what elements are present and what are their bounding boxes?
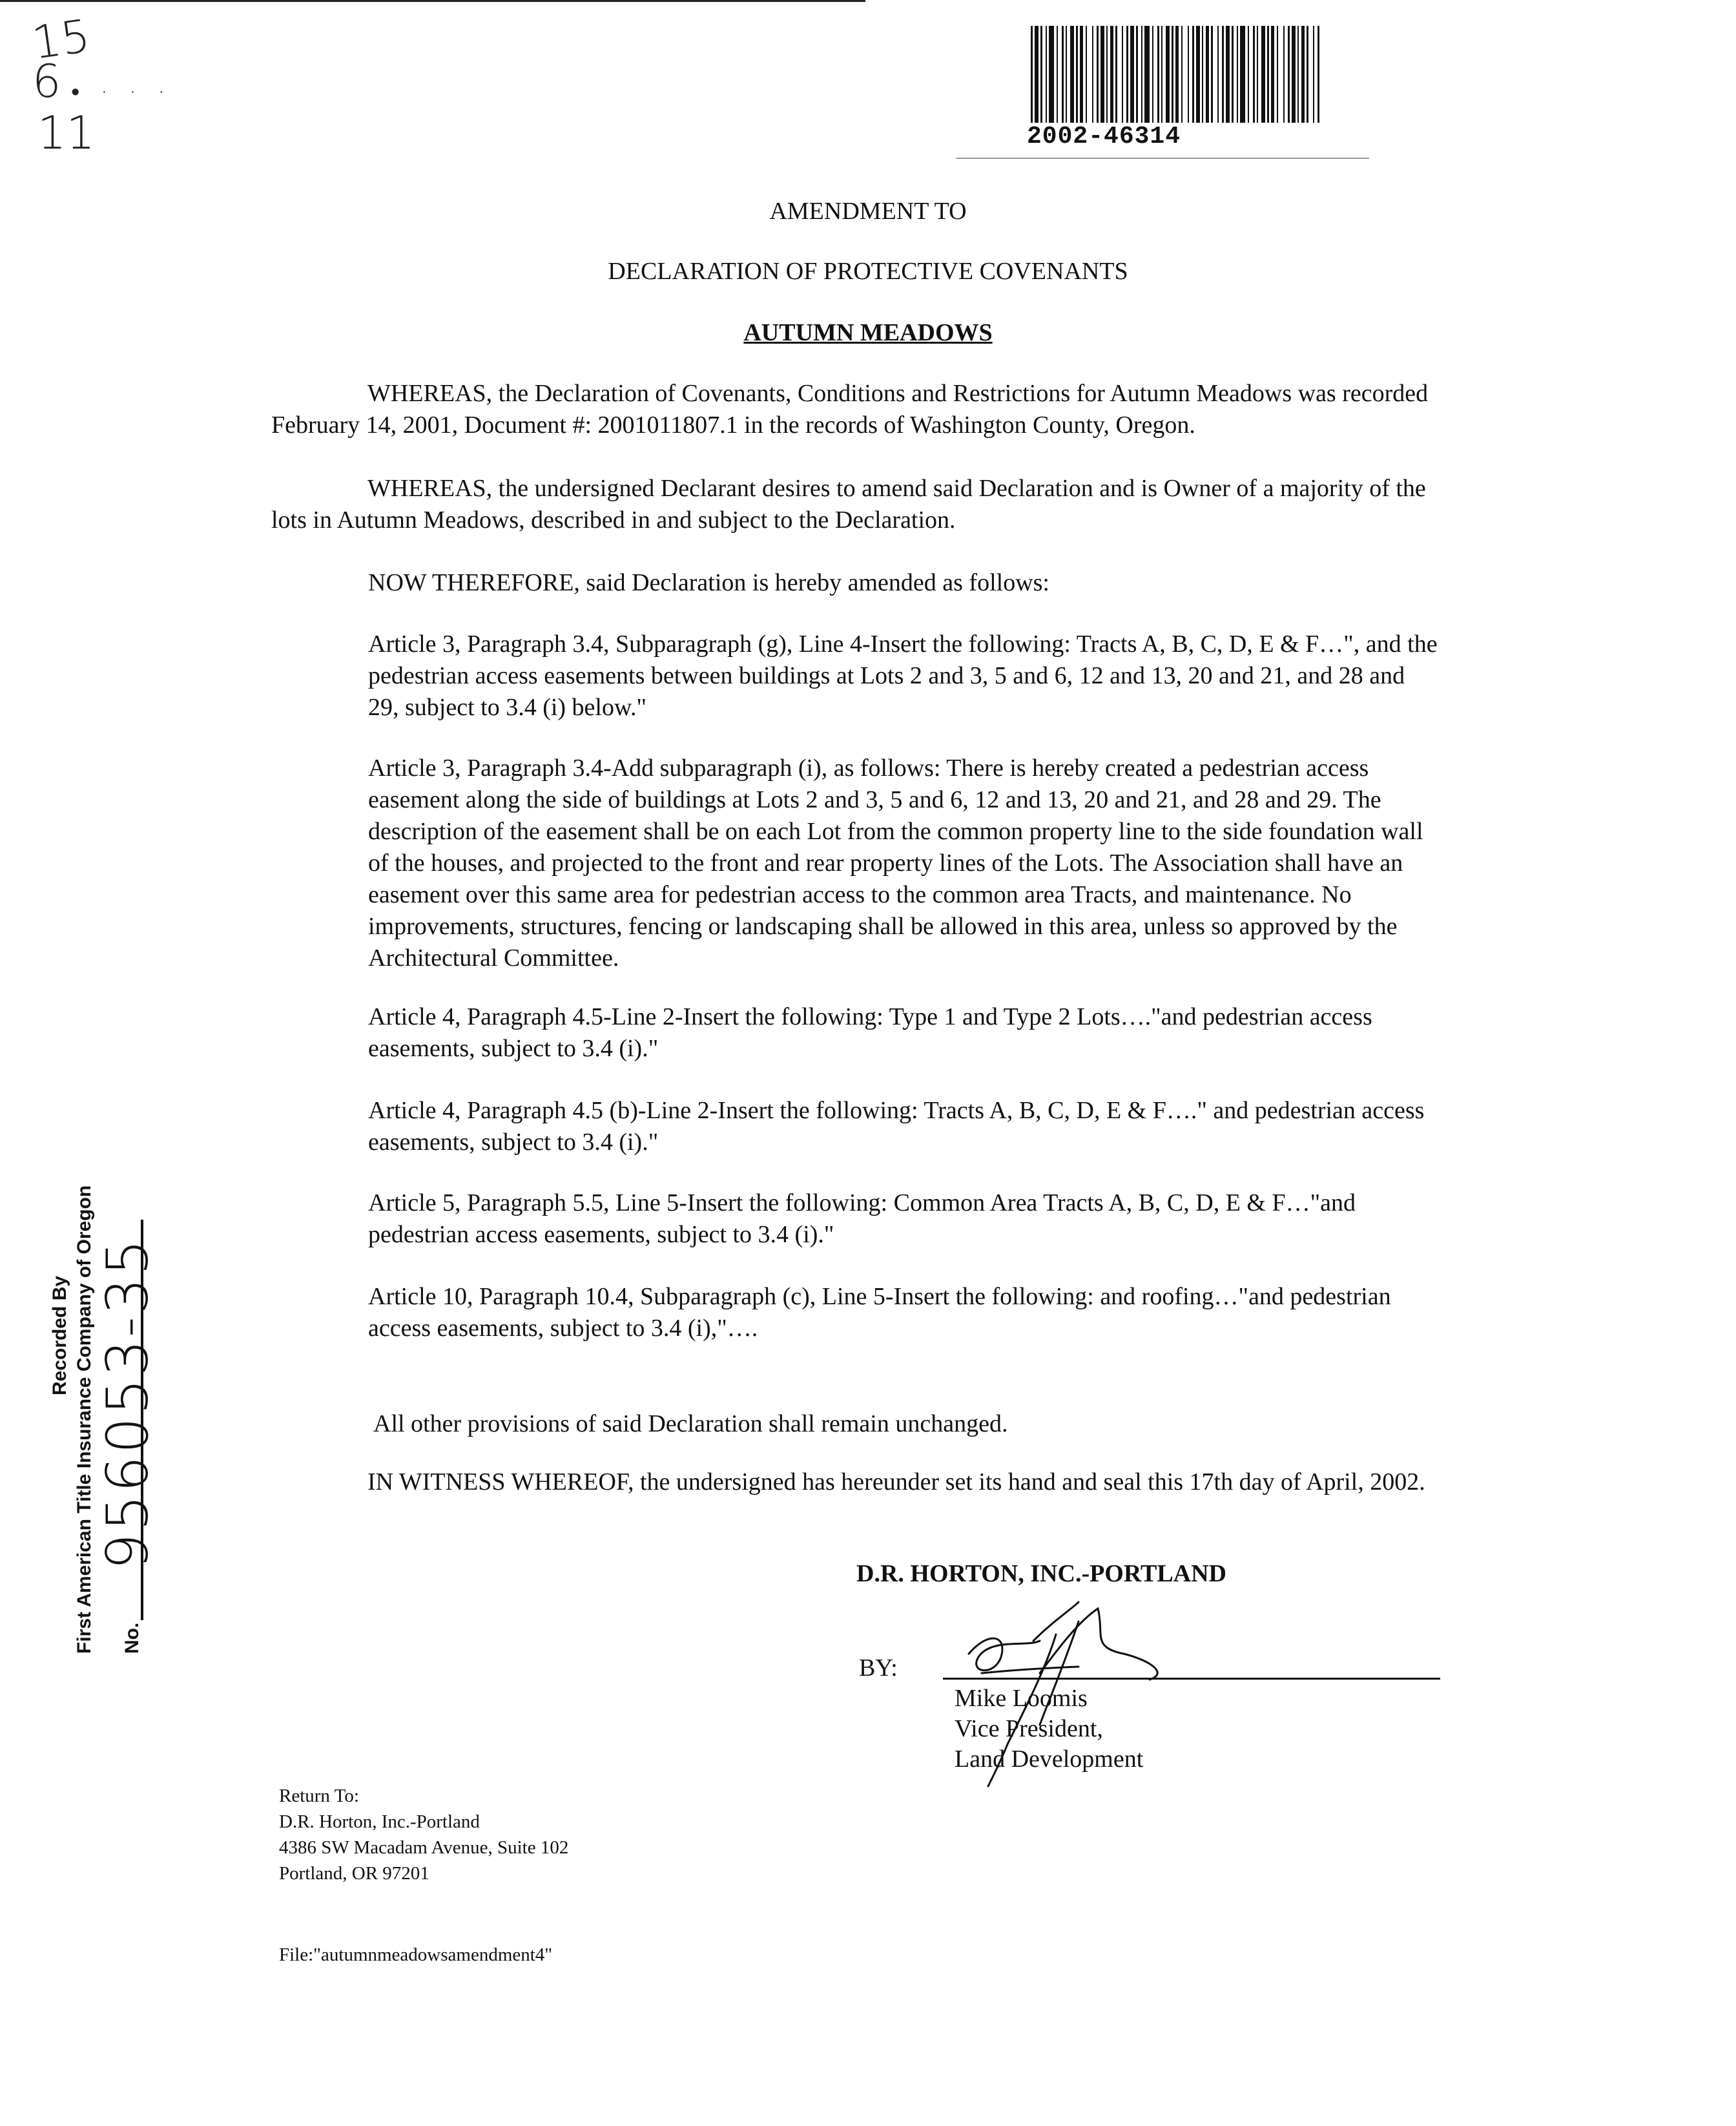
article-paragraph-3: Article 4, Paragraph 4.5-Line 2-Insert the following: Type 1 and Type 2 Lots…."and pedestrian access easements, subject to 3.4 (i)." — [368, 1003, 1372, 1062]
barcode-bar — [1080, 26, 1083, 123]
barcode-bar — [1277, 26, 1278, 123]
barcode-bar — [1217, 26, 1219, 123]
by-label: BY: — [859, 1654, 898, 1682]
barcode-bar — [1031, 26, 1033, 123]
signatory-company: D.R. HORTON, INC.-PORTLAND — [856, 1560, 1226, 1587]
article-paragraph-5: Article 5, Paragraph 5.5, Line 5-Insert the following: Common Area Tracts A, B, C, D, E & F…"and pedestrian access easements, subject to 3.4 (i)." — [368, 1189, 1356, 1248]
barcode-bar — [1313, 26, 1314, 123]
stamp-no-label: No. — [121, 1622, 143, 1654]
barcode-bar — [1040, 26, 1042, 123]
barcode-bar — [1161, 26, 1162, 123]
barcode-bar — [1130, 26, 1134, 123]
barcode-bar — [1141, 26, 1142, 123]
doc-title-line2: DECLARATION OF PROTECTIVE COVENANTS — [608, 258, 1128, 285]
margin-note-1: 15 — [28, 9, 94, 70]
doc-title-line3: AUTUMN MEADOWS — [743, 319, 993, 346]
barcode-bar — [1222, 26, 1224, 123]
barcode-rule — [956, 158, 1369, 159]
barcode-bar — [1267, 26, 1269, 123]
margin-dots: • · · · — [71, 78, 172, 106]
return-to-line2: 4386 SW Macadam Avenue, Suite 102 — [279, 1837, 569, 1858]
file-reference: File:"autumnmeadowsamendment4" — [279, 1944, 553, 1965]
barcode-bar — [1232, 26, 1234, 123]
return-to-line3: Portland, OR 97201 — [279, 1863, 429, 1884]
return-to-label: Return To: — [279, 1786, 359, 1806]
barcode-bar — [1062, 26, 1064, 123]
barcode-bar — [1271, 26, 1274, 123]
barcode-bar — [1261, 26, 1265, 123]
barcode-bar — [1035, 26, 1038, 123]
barcode-bar — [1318, 26, 1319, 123]
return-to-block — [279, 1783, 568, 1886]
signatory-title-1: Vice President, — [955, 1715, 1103, 1742]
barcode-bar — [1115, 26, 1117, 123]
barcode-bar — [1070, 26, 1074, 123]
barcode-bar — [1049, 26, 1054, 123]
barcode-bar — [1100, 26, 1104, 123]
witness-paragraph: IN WITNESS WHEREOF, the undersigned has hereunder set its hand and seal this 17th day of April, 2002. — [367, 1468, 1425, 1495]
barcode-bar — [1152, 26, 1153, 123]
barcode-bar — [1301, 26, 1305, 123]
barcode-bar — [1206, 26, 1209, 123]
barcode-bar — [1226, 26, 1230, 123]
barcode-bar — [1092, 26, 1093, 123]
barcode-bar — [1175, 26, 1179, 123]
barcode-bar — [1157, 26, 1159, 123]
barcode-bar — [1288, 26, 1290, 123]
barcode-bar — [1046, 26, 1047, 123]
barcode-bar — [1196, 26, 1200, 123]
barcode-bar — [1076, 26, 1078, 123]
barcode-number: 2002-46314 — [1027, 123, 1181, 151]
barcode-bar — [1188, 26, 1189, 123]
stamp-handwritten-number: 956053-35 — [94, 1236, 161, 1570]
barcode-bar — [1248, 26, 1249, 123]
barcode-bar — [1297, 26, 1299, 123]
doc-title-line1: AMENDMENT TO — [769, 198, 967, 225]
margin-note-3: 11 — [37, 107, 96, 160]
article-paragraph-6: Article 10, Paragraph 10.4, Subparagraph (c), Line 5-Insert the following: and roofing…"and pedestrian access easements, subject to 3.4 (i),"…. — [368, 1283, 1391, 1342]
margin-note-2: 6 — [32, 55, 61, 108]
all-other-provisions: All other provisions of said Declaration shall remain unchanged. — [373, 1410, 1008, 1437]
article-paragraph-1: Article 3, Paragraph 3.4, Subparagraph (g), Line 4-Insert the following: Tracts A, B, C, D, E & F…", and the pedestrian access easements between buildings at Lots 2 and 3, 5 and 6, 12 and 13, 20 and 21, and 28 and 29, subject to 3.4 (i) below." — [368, 631, 1438, 721]
now-therefore-paragraph: NOW THEREFORE, said Declaration is hereby amended as follows: — [368, 569, 1049, 596]
whereas-paragraph-1: WHEREAS, the Declaration of Covenants, Conditions and Restrictions for Autumn Meadows was recorded February 14, 2001, Document #: 2001011807.1 in the records of Washington County, Oregon. — [271, 380, 1429, 439]
stamp-recorded-by: Recorded By — [49, 1275, 70, 1395]
barcode-bar — [1192, 26, 1194, 123]
barcode-bar — [1253, 26, 1255, 123]
barcode-bar — [1086, 26, 1087, 123]
article-paragraph-4: Article 4, Paragraph 4.5 (b)-Line 2-Insert the following: Tracts A, B, C, D, E & F…." and pedestrian access easements, subject to 3.4 (i)." — [368, 1097, 1425, 1156]
barcode-bar — [1292, 26, 1296, 123]
barcode-bar — [1240, 26, 1245, 123]
barcode-bar — [1110, 26, 1113, 123]
barcode-bar — [1126, 26, 1128, 123]
barcode-bar — [1066, 26, 1067, 123]
barcode-bar — [1202, 26, 1203, 123]
top-edge-line — [0, 0, 865, 2]
barcode-graphic — [1031, 26, 1321, 123]
signatory-name: Mike Loomis — [955, 1685, 1088, 1712]
recording-stamp — [49, 1185, 204, 1654]
return-to-line1: D.R. Horton, Inc.-Portland — [279, 1811, 480, 1832]
handwritten-signature — [943, 1596, 1162, 1789]
article-paragraph-2: Article 3, Paragraph 3.4-Add subparagraph (i), as follows: There is hereby created a pedestrian access easement along the side of buildings at Lots 2 and 3, 5 and 6, 12 and 13, 20 and 21, and 28 and 29. The description of the easement shall be on each Lot from the common property line to the side foundation wall of the houses, and projected to the front and rear property lines of the Lots. The Association shall have an easement over this same area for pedestrian access to the common area Tracts, and maintenance. No improvements, structures, fencing or landscaping shall be allowed in this area, unless so approved by the Architectural Committee. — [368, 755, 1423, 972]
barcode-bar — [1181, 26, 1183, 123]
barcode-bar — [1257, 26, 1258, 123]
whereas-paragraph-2: WHEREAS, the undersigned Declarant desires to amend said Declaration and is Owner of a majority of the lots in Autumn Meadows, described in and subject to the Declaration. — [271, 475, 1426, 534]
barcode-bar — [1144, 26, 1150, 123]
barcode-bar — [1283, 26, 1285, 123]
barcode-bar — [1136, 26, 1138, 123]
barcode-bar — [1307, 26, 1308, 123]
barcode-bar — [1106, 26, 1108, 123]
barcode-bar — [1097, 26, 1099, 123]
barcode-bar — [1057, 26, 1058, 123]
barcode-bar — [1172, 26, 1173, 123]
stamp-company: First American Title Insurance Company of Oregon — [74, 1185, 95, 1654]
barcode-bar — [1166, 26, 1170, 123]
barcode-bar — [1237, 26, 1238, 123]
barcode-bar — [1211, 26, 1213, 123]
barcode-bar — [1122, 26, 1123, 123]
signatory-title-2: Land Development — [955, 1746, 1144, 1773]
